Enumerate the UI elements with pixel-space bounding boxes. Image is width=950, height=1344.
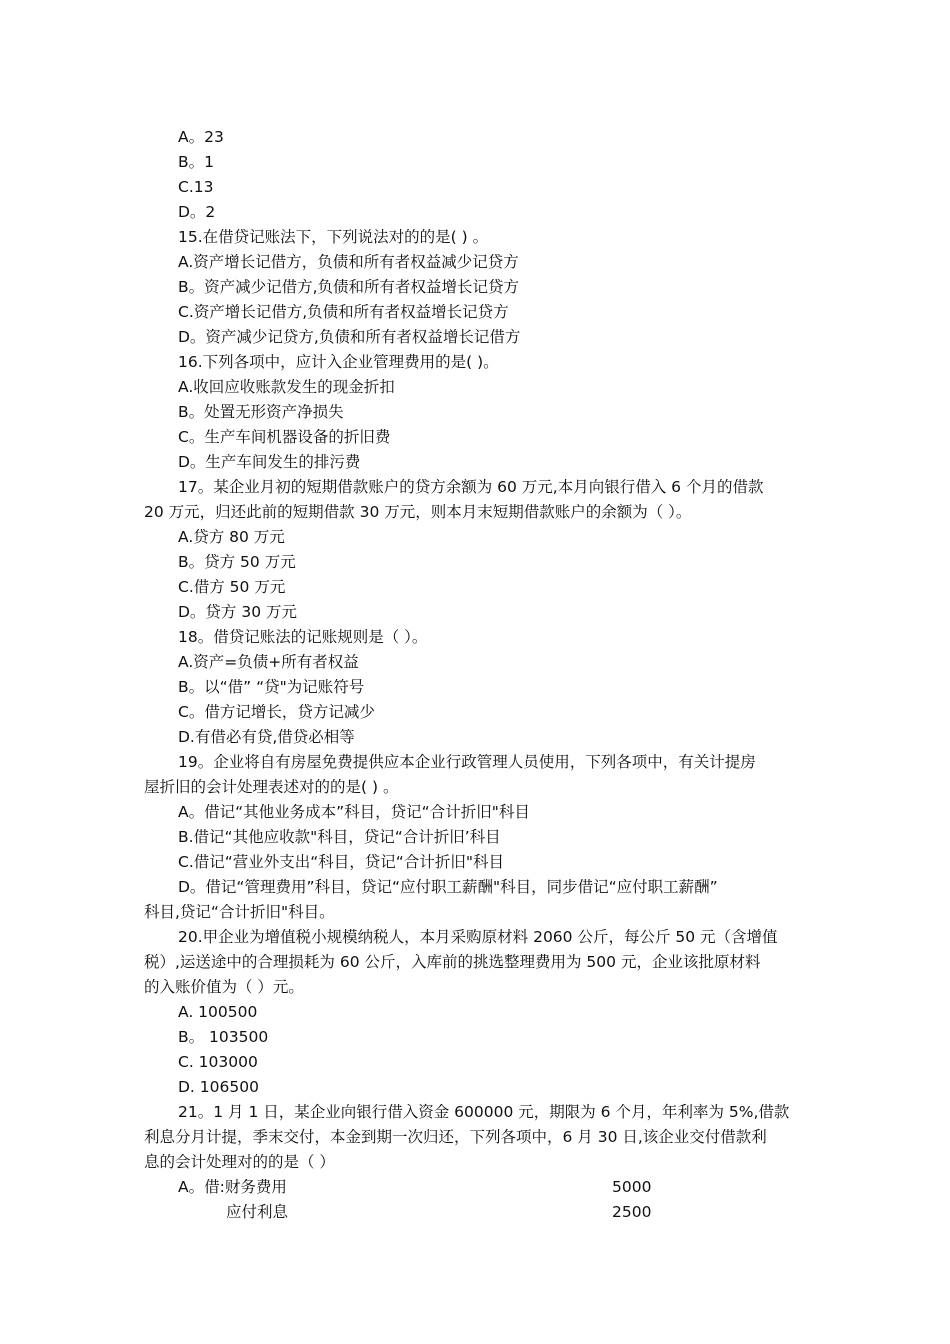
q20-option-d: D. 106500: [178, 1078, 259, 1096]
q15-option-a: A.资产增长记借方，负债和所有者权益减少记贷方: [178, 253, 519, 271]
q21-stem-line1: 21。1 月 1 日，某企业向银行借入资金 600000 元，期限为 6 个月，年利率为 5%,借款: [178, 1103, 790, 1121]
q14-option-d: D。2: [178, 203, 216, 221]
q18-option-d: D.有借必有贷,借贷必相等: [178, 728, 355, 746]
q16-option-d: D。生产车间发生的排污费: [178, 453, 361, 471]
q15-option-c: C.资产增长记借方,负债和所有者权益增长记贷方: [178, 303, 509, 321]
q18-option-a: A.资产=负债+所有者权益: [178, 653, 359, 671]
q19-option-d-line2: 科目,贷记“合计折旧"科目。: [144, 903, 335, 921]
q20-option-c: C. 103000: [178, 1053, 258, 1071]
q19-option-b: B.借记“其他应收款"科目，贷记“合计折旧’科目: [178, 828, 501, 846]
q20-option-a: A. 100500: [178, 1003, 258, 1021]
q17-stem-line2: 20 万元，归还此前的短期借款 30 万元，则本月末短期借款账户的余额为（ ）。: [144, 503, 692, 521]
q19-stem-line1: 19。企业将自有房屋免费提供应本企业行政管理人员使用，下列各项中，有关计提房: [178, 753, 756, 771]
q17-option-a: A.贷方 80 万元: [178, 528, 285, 546]
entry-credit-label: 应付利息: [226, 1203, 289, 1221]
q15-option-d: D。资产减少记贷方,负债和所有者权益增长记借方: [178, 328, 521, 346]
q14-option-a: A。23: [178, 128, 224, 146]
q14-option-b: B。1: [178, 153, 214, 171]
entry-debit-amount: 5000: [612, 1178, 652, 1196]
q16-option-a: A.收回应收账款发生的现金折扣: [178, 378, 395, 396]
q20-stem-line3: 的入账价值为（ ）元。: [144, 978, 304, 996]
q16-stem: 16.下列各项中，应计入企业管理费用的是( )。: [178, 353, 499, 371]
q19-stem-line2: 屋折旧的会计处理表述对的的是( ) 。: [144, 778, 399, 796]
q19-option-a: A。借记“其他业务成本”科目，贷记“合计折旧"科目: [178, 803, 530, 821]
q21-stem-line3: 息的会计处理对的的是（ ）: [144, 1153, 335, 1171]
q18-stem: 18。借贷记账法的记账规则是（ ）。: [178, 628, 428, 646]
q18-option-b: B。以“借” “贷"为记账符号: [178, 678, 365, 696]
q17-option-c: C.借方 50 万元: [178, 578, 286, 596]
q17-stem-line1: 17。某企业月初的短期借款账户的贷方余额为 60 万元,本月向银行借入 6 个月的借款: [178, 478, 764, 496]
q17-option-b: B。贷方 50 万元: [178, 553, 296, 571]
q16-option-c: C。生产车间机器设备的折旧费: [178, 428, 391, 446]
q20-option-b: B。 103500: [178, 1028, 269, 1046]
entry-debit-label: A。借:财务费用: [178, 1178, 287, 1196]
q16-option-b: B。处置无形资产净损失: [178, 403, 344, 421]
q20-stem-line1: 20.甲企业为增值税小规模纳税人，本月采购原材料 2060 公斤，每公斤 50 元（含增值: [178, 928, 778, 946]
entry-credit-amount: 2500: [612, 1203, 652, 1221]
q15-stem: 15.在借贷记账法下，下列说法对的的是( ) 。: [178, 228, 489, 246]
q20-stem-line2: 税）,运送途中的合理损耗为 60 公斤，入库前的挑选整理费用为 500 元，企业该批原材料: [144, 953, 761, 971]
q18-option-c: C。借方记增长，贷方记减少: [178, 703, 375, 721]
q14-option-c: C.13: [178, 178, 214, 196]
q15-option-b: B。资产减少记借方,负债和所有者权益增长记贷方: [178, 278, 520, 296]
q17-option-d: D。贷方 30 万元: [178, 603, 298, 621]
q21-stem-line2: 利息分月计提，季末交付，本金到期一次归还，下列各项中，6 月 30 日,该企业交付借款利: [144, 1128, 767, 1146]
q19-option-d-line1: D。借记“管理费用”科目，贷记“应付职工薪酬"科目，同步借记“应付职工薪酬”: [178, 878, 718, 896]
q19-option-c: C.借记“营业外支出“科目，贷记“合计折旧"科目: [178, 853, 504, 871]
